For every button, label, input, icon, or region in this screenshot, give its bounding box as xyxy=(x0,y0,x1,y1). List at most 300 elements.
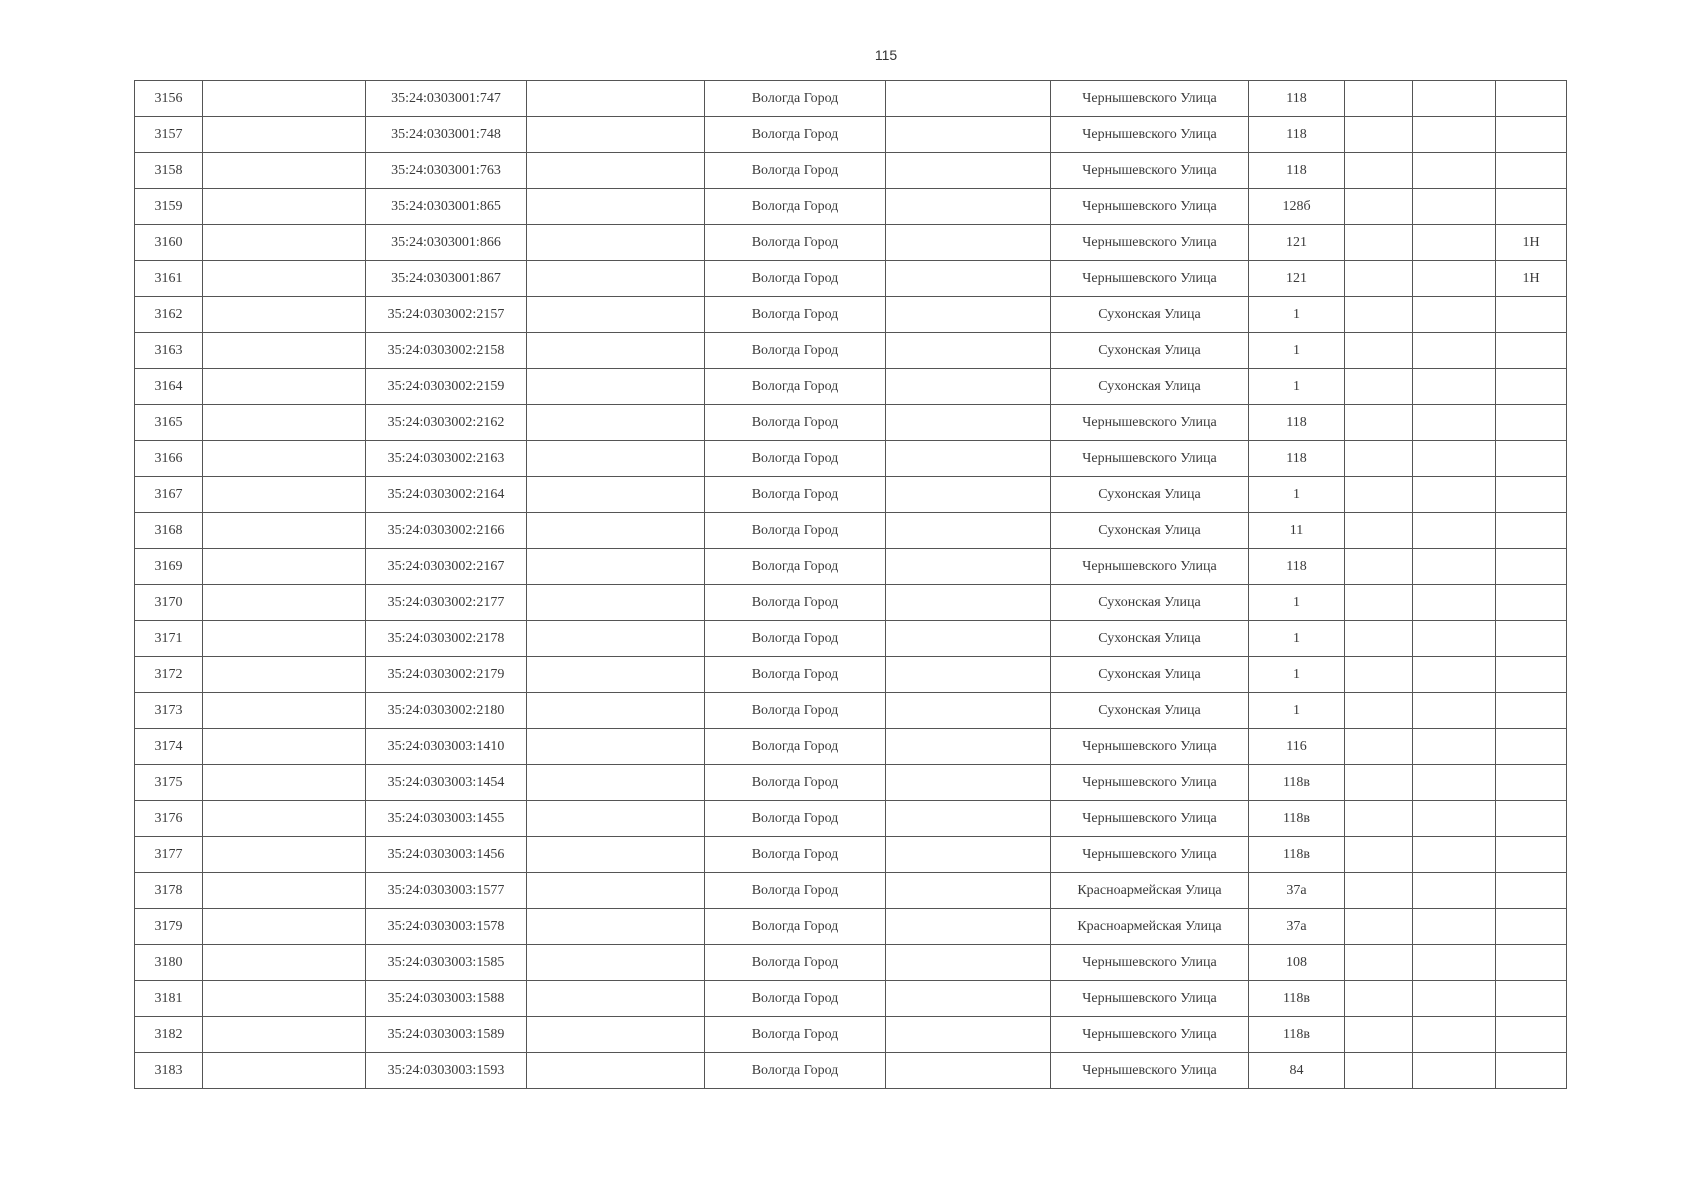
blank-cell xyxy=(527,405,705,441)
street-cell: Сухонская Улица xyxy=(1051,693,1249,729)
blank-cell xyxy=(1413,657,1496,693)
blank-cell xyxy=(1345,405,1413,441)
premises-number-cell xyxy=(1496,729,1567,765)
blank-cell xyxy=(527,837,705,873)
blank-cell xyxy=(203,1053,366,1089)
row-number-cell: 3163 xyxy=(135,333,203,369)
blank-cell xyxy=(203,297,366,333)
blank-cell xyxy=(886,405,1051,441)
blank-cell xyxy=(1413,189,1496,225)
premises-number-cell xyxy=(1496,549,1567,585)
blank-cell xyxy=(527,657,705,693)
blank-cell xyxy=(1345,837,1413,873)
locality-cell: Вологда Город xyxy=(705,513,886,549)
blank-cell xyxy=(1345,657,1413,693)
blank-cell xyxy=(1413,765,1496,801)
blank-cell xyxy=(886,369,1051,405)
blank-cell xyxy=(527,729,705,765)
blank-cell xyxy=(527,369,705,405)
blank-cell xyxy=(203,513,366,549)
table-row xyxy=(135,729,1567,765)
street-cell: Сухонская Улица xyxy=(1051,369,1249,405)
blank-cell xyxy=(527,549,705,585)
table-row xyxy=(135,801,1567,837)
street-cell: Чернышевского Улица xyxy=(1051,801,1249,837)
blank-cell xyxy=(1413,585,1496,621)
blank-cell xyxy=(527,225,705,261)
cadastral-number-cell: 35:24:0303003:1589 xyxy=(366,1017,527,1053)
page-number: 115 xyxy=(874,47,898,63)
blank-cell xyxy=(1345,225,1413,261)
blank-cell xyxy=(886,837,1051,873)
premises-number-cell: 1Н xyxy=(1496,225,1567,261)
blank-cell xyxy=(886,189,1051,225)
locality-cell: Вологда Город xyxy=(705,981,886,1017)
street-cell: Сухонская Улица xyxy=(1051,513,1249,549)
row-number-cell: 3181 xyxy=(135,981,203,1017)
street-cell: Чернышевского Улица xyxy=(1051,405,1249,441)
row-number-cell: 3173 xyxy=(135,693,203,729)
blank-cell xyxy=(203,801,366,837)
blank-cell xyxy=(886,549,1051,585)
blank-cell xyxy=(886,693,1051,729)
blank-cell xyxy=(203,837,366,873)
cadastral-number-cell: 35:24:0303002:2180 xyxy=(366,693,527,729)
table-row xyxy=(135,333,1567,369)
blank-cell xyxy=(527,945,705,981)
table-row xyxy=(135,945,1567,981)
street-cell: Красноармейская Улица xyxy=(1051,873,1249,909)
row-number-cell: 3182 xyxy=(135,1017,203,1053)
blank-cell xyxy=(1345,801,1413,837)
locality-cell: Вологда Город xyxy=(705,81,886,117)
cadastral-number-cell: 35:24:0303002:2162 xyxy=(366,405,527,441)
house-number-cell: 1 xyxy=(1249,477,1345,513)
street-cell: Чернышевского Улица xyxy=(1051,837,1249,873)
locality-cell: Вологда Город xyxy=(705,837,886,873)
blank-cell xyxy=(527,117,705,153)
premises-number-cell xyxy=(1496,189,1567,225)
blank-cell xyxy=(203,153,366,189)
house-number-cell: 118в xyxy=(1249,981,1345,1017)
cadastral-number-cell: 35:24:0303002:2163 xyxy=(366,441,527,477)
locality-cell: Вологда Город xyxy=(705,729,886,765)
blank-cell xyxy=(886,621,1051,657)
blank-cell xyxy=(203,693,366,729)
street-cell: Чернышевского Улица xyxy=(1051,549,1249,585)
blank-cell xyxy=(203,585,366,621)
street-cell: Чернышевского Улица xyxy=(1051,117,1249,153)
blank-cell xyxy=(203,621,366,657)
blank-cell xyxy=(1345,189,1413,225)
blank-cell xyxy=(1345,441,1413,477)
cadastral-number-cell: 35:24:0303002:2157 xyxy=(366,297,527,333)
blank-cell xyxy=(1345,513,1413,549)
cadastral-number-cell: 35:24:0303003:1588 xyxy=(366,981,527,1017)
row-number-cell: 3180 xyxy=(135,945,203,981)
blank-cell xyxy=(1413,621,1496,657)
locality-cell: Вологда Город xyxy=(705,909,886,945)
blank-cell xyxy=(527,153,705,189)
table-row xyxy=(135,909,1567,945)
blank-cell xyxy=(527,297,705,333)
blank-cell xyxy=(886,1053,1051,1089)
row-number-cell: 3171 xyxy=(135,621,203,657)
table-row xyxy=(135,513,1567,549)
blank-cell xyxy=(527,621,705,657)
house-number-cell: 1 xyxy=(1249,297,1345,333)
cadastral-number-cell: 35:24:0303002:2177 xyxy=(366,585,527,621)
table-row xyxy=(135,621,1567,657)
premises-number-cell xyxy=(1496,945,1567,981)
row-number-cell: 3162 xyxy=(135,297,203,333)
premises-number-cell xyxy=(1496,909,1567,945)
blank-cell xyxy=(1345,945,1413,981)
row-number-cell: 3158 xyxy=(135,153,203,189)
blank-cell xyxy=(203,909,366,945)
row-number-cell: 3169 xyxy=(135,549,203,585)
house-number-cell: 118в xyxy=(1249,1017,1345,1053)
premises-number-cell xyxy=(1496,153,1567,189)
premises-number-cell xyxy=(1496,441,1567,477)
blank-cell xyxy=(1413,117,1496,153)
cadastral-number-cell: 35:24:0303002:2164 xyxy=(366,477,527,513)
locality-cell: Вологда Город xyxy=(705,333,886,369)
cadastral-number-cell: 35:24:0303002:2159 xyxy=(366,369,527,405)
premises-number-cell xyxy=(1496,873,1567,909)
locality-cell: Вологда Город xyxy=(705,873,886,909)
street-cell: Чернышевского Улица xyxy=(1051,945,1249,981)
house-number-cell: 11 xyxy=(1249,513,1345,549)
cadastral-number-cell: 35:24:0303003:1410 xyxy=(366,729,527,765)
premises-number-cell xyxy=(1496,981,1567,1017)
row-number-cell: 3179 xyxy=(135,909,203,945)
house-number-cell: 37а xyxy=(1249,909,1345,945)
blank-cell xyxy=(1345,981,1413,1017)
blank-cell xyxy=(203,261,366,297)
blank-cell xyxy=(527,261,705,297)
street-cell: Сухонская Улица xyxy=(1051,477,1249,513)
locality-cell: Вологда Город xyxy=(705,585,886,621)
blank-cell xyxy=(1413,945,1496,981)
locality-cell: Вологда Город xyxy=(705,1053,886,1089)
row-number-cell: 3170 xyxy=(135,585,203,621)
street-cell: Чернышевского Улица xyxy=(1051,441,1249,477)
blank-cell xyxy=(886,117,1051,153)
blank-cell xyxy=(1345,117,1413,153)
blank-cell xyxy=(203,765,366,801)
house-number-cell: 1 xyxy=(1249,657,1345,693)
premises-number-cell xyxy=(1496,117,1567,153)
premises-number-cell xyxy=(1496,333,1567,369)
blank-cell xyxy=(1345,909,1413,945)
house-number-cell: 84 xyxy=(1249,1053,1345,1089)
blank-cell xyxy=(1413,333,1496,369)
locality-cell: Вологда Город xyxy=(705,153,886,189)
premises-number-cell: 1Н xyxy=(1496,261,1567,297)
blank-cell xyxy=(203,441,366,477)
premises-number-cell xyxy=(1496,801,1567,837)
blank-cell xyxy=(1413,1017,1496,1053)
house-number-cell: 121 xyxy=(1249,225,1345,261)
street-cell: Сухонская Улица xyxy=(1051,585,1249,621)
blank-cell xyxy=(1413,369,1496,405)
registry-table-body xyxy=(135,81,1567,1089)
house-number-cell: 1 xyxy=(1249,369,1345,405)
row-number-cell: 3178 xyxy=(135,873,203,909)
blank-cell xyxy=(1345,693,1413,729)
premises-number-cell xyxy=(1496,693,1567,729)
cadastral-number-cell: 35:24:0303002:2158 xyxy=(366,333,527,369)
row-number-cell: 3156 xyxy=(135,81,203,117)
blank-cell xyxy=(203,477,366,513)
cadastral-number-cell: 35:24:0303001:748 xyxy=(366,117,527,153)
premises-number-cell xyxy=(1496,477,1567,513)
blank-cell xyxy=(886,297,1051,333)
blank-cell xyxy=(203,333,366,369)
locality-cell: Вологда Город xyxy=(705,549,886,585)
blank-cell xyxy=(1345,873,1413,909)
blank-cell xyxy=(1413,549,1496,585)
registry-table xyxy=(134,80,1567,1089)
blank-cell xyxy=(886,765,1051,801)
house-number-cell: 118в xyxy=(1249,837,1345,873)
locality-cell: Вологда Город xyxy=(705,1017,886,1053)
table-row xyxy=(135,693,1567,729)
table-row xyxy=(135,441,1567,477)
cadastral-number-cell: 35:24:0303001:865 xyxy=(366,189,527,225)
house-number-cell: 118 xyxy=(1249,405,1345,441)
locality-cell: Вологда Город xyxy=(705,765,886,801)
row-number-cell: 3183 xyxy=(135,1053,203,1089)
blank-cell xyxy=(203,657,366,693)
premises-number-cell xyxy=(1496,657,1567,693)
blank-cell xyxy=(527,477,705,513)
blank-cell xyxy=(1345,81,1413,117)
locality-cell: Вологда Город xyxy=(705,117,886,153)
blank-cell xyxy=(886,945,1051,981)
blank-cell xyxy=(886,477,1051,513)
blank-cell xyxy=(1345,585,1413,621)
cadastral-number-cell: 35:24:0303003:1455 xyxy=(366,801,527,837)
blank-cell xyxy=(527,441,705,477)
blank-cell xyxy=(886,873,1051,909)
table-row xyxy=(135,369,1567,405)
locality-cell: Вологда Город xyxy=(705,189,886,225)
house-number-cell: 118 xyxy=(1249,549,1345,585)
house-number-cell: 121 xyxy=(1249,261,1345,297)
locality-cell: Вологда Город xyxy=(705,369,886,405)
table-row xyxy=(135,765,1567,801)
blank-cell xyxy=(203,81,366,117)
street-cell: Чернышевского Улица xyxy=(1051,225,1249,261)
premises-number-cell xyxy=(1496,513,1567,549)
premises-number-cell xyxy=(1496,765,1567,801)
row-number-cell: 3176 xyxy=(135,801,203,837)
blank-cell xyxy=(1413,873,1496,909)
blank-cell xyxy=(1413,153,1496,189)
house-number-cell: 1 xyxy=(1249,333,1345,369)
street-cell: Чернышевского Улица xyxy=(1051,261,1249,297)
premises-number-cell xyxy=(1496,1017,1567,1053)
blank-cell xyxy=(1345,549,1413,585)
house-number-cell: 1 xyxy=(1249,621,1345,657)
table-row xyxy=(135,117,1567,153)
street-cell: Сухонская Улица xyxy=(1051,297,1249,333)
blank-cell xyxy=(1413,801,1496,837)
blank-cell xyxy=(527,981,705,1017)
blank-cell xyxy=(203,981,366,1017)
blank-cell xyxy=(203,873,366,909)
blank-cell xyxy=(1345,621,1413,657)
cadastral-number-cell: 35:24:0303003:1454 xyxy=(366,765,527,801)
street-cell: Чернышевского Улица xyxy=(1051,765,1249,801)
locality-cell: Вологда Город xyxy=(705,477,886,513)
blank-cell xyxy=(886,333,1051,369)
house-number-cell: 118в xyxy=(1249,765,1345,801)
blank-cell xyxy=(1413,837,1496,873)
street-cell: Чернышевского Улица xyxy=(1051,189,1249,225)
blank-cell xyxy=(1345,765,1413,801)
blank-cell xyxy=(203,405,366,441)
house-number-cell: 118в xyxy=(1249,801,1345,837)
cadastral-number-cell: 35:24:0303001:763 xyxy=(366,153,527,189)
blank-cell xyxy=(886,981,1051,1017)
locality-cell: Вологда Город xyxy=(705,225,886,261)
blank-cell xyxy=(1413,297,1496,333)
premises-number-cell xyxy=(1496,369,1567,405)
locality-cell: Вологда Город xyxy=(705,621,886,657)
street-cell: Чернышевского Улица xyxy=(1051,1053,1249,1089)
blank-cell xyxy=(203,189,366,225)
blank-cell xyxy=(1413,405,1496,441)
row-number-cell: 3168 xyxy=(135,513,203,549)
premises-number-cell xyxy=(1496,621,1567,657)
cadastral-number-cell: 35:24:0303003:1578 xyxy=(366,909,527,945)
blank-cell xyxy=(203,729,366,765)
row-number-cell: 3164 xyxy=(135,369,203,405)
blank-cell xyxy=(886,441,1051,477)
blank-cell xyxy=(1413,693,1496,729)
premises-number-cell xyxy=(1496,585,1567,621)
row-number-cell: 3159 xyxy=(135,189,203,225)
blank-cell xyxy=(1413,225,1496,261)
premises-number-cell xyxy=(1496,405,1567,441)
cadastral-number-cell: 35:24:0303002:2167 xyxy=(366,549,527,585)
cadastral-number-cell: 35:24:0303002:2166 xyxy=(366,513,527,549)
blank-cell xyxy=(1413,513,1496,549)
cadastral-number-cell: 35:24:0303001:866 xyxy=(366,225,527,261)
row-number-cell: 3172 xyxy=(135,657,203,693)
locality-cell: Вологда Город xyxy=(705,945,886,981)
street-cell: Чернышевского Улица xyxy=(1051,81,1249,117)
house-number-cell: 118 xyxy=(1249,441,1345,477)
blank-cell xyxy=(1345,729,1413,765)
table-row xyxy=(135,225,1567,261)
blank-cell xyxy=(203,369,366,405)
street-cell: Сухонская Улица xyxy=(1051,621,1249,657)
cadastral-number-cell: 35:24:0303002:2179 xyxy=(366,657,527,693)
blank-cell xyxy=(886,513,1051,549)
premises-number-cell xyxy=(1496,297,1567,333)
blank-cell xyxy=(527,909,705,945)
house-number-cell: 118 xyxy=(1249,117,1345,153)
blank-cell xyxy=(527,585,705,621)
blank-cell xyxy=(886,225,1051,261)
house-number-cell: 128б xyxy=(1249,189,1345,225)
cadastral-number-cell: 35:24:0303001:867 xyxy=(366,261,527,297)
row-number-cell: 3161 xyxy=(135,261,203,297)
cadastral-number-cell: 35:24:0303003:1585 xyxy=(366,945,527,981)
table-row xyxy=(135,1053,1567,1089)
blank-cell xyxy=(527,189,705,225)
premises-number-cell xyxy=(1496,1053,1567,1089)
street-cell: Чернышевского Улица xyxy=(1051,1017,1249,1053)
blank-cell xyxy=(1413,981,1496,1017)
blank-cell xyxy=(527,333,705,369)
row-number-cell: 3167 xyxy=(135,477,203,513)
blank-cell xyxy=(1345,477,1413,513)
cadastral-number-cell: 35:24:0303003:1577 xyxy=(366,873,527,909)
cadastral-number-cell: 35:24:0303002:2178 xyxy=(366,621,527,657)
table-row xyxy=(135,297,1567,333)
blank-cell xyxy=(203,549,366,585)
blank-cell xyxy=(203,945,366,981)
cadastral-number-cell: 35:24:0303001:747 xyxy=(366,81,527,117)
blank-cell xyxy=(1413,81,1496,117)
street-cell: Сухонская Улица xyxy=(1051,657,1249,693)
locality-cell: Вологда Город xyxy=(705,261,886,297)
house-number-cell: 108 xyxy=(1249,945,1345,981)
row-number-cell: 3177 xyxy=(135,837,203,873)
blank-cell xyxy=(203,117,366,153)
blank-cell xyxy=(1345,1017,1413,1053)
table-row xyxy=(135,477,1567,513)
row-number-cell: 3160 xyxy=(135,225,203,261)
blank-cell xyxy=(1413,729,1496,765)
row-number-cell: 3174 xyxy=(135,729,203,765)
street-cell: Сухонская Улица xyxy=(1051,333,1249,369)
blank-cell xyxy=(203,1017,366,1053)
street-cell: Красноармейская Улица xyxy=(1051,909,1249,945)
locality-cell: Вологда Город xyxy=(705,405,886,441)
blank-cell xyxy=(527,1053,705,1089)
street-cell: Чернышевского Улица xyxy=(1051,153,1249,189)
blank-cell xyxy=(527,693,705,729)
blank-cell xyxy=(886,1017,1051,1053)
blank-cell xyxy=(1413,261,1496,297)
blank-cell xyxy=(886,729,1051,765)
blank-cell xyxy=(527,1017,705,1053)
street-cell: Чернышевского Улица xyxy=(1051,729,1249,765)
blank-cell xyxy=(527,765,705,801)
blank-cell xyxy=(886,909,1051,945)
blank-cell xyxy=(886,657,1051,693)
table-row xyxy=(135,405,1567,441)
street-cell: Чернышевского Улица xyxy=(1051,981,1249,1017)
house-number-cell: 116 xyxy=(1249,729,1345,765)
blank-cell xyxy=(1345,333,1413,369)
blank-cell xyxy=(527,873,705,909)
table-row xyxy=(135,261,1567,297)
blank-cell xyxy=(1413,441,1496,477)
house-number-cell: 118 xyxy=(1249,153,1345,189)
table-row xyxy=(135,81,1567,117)
locality-cell: Вологда Город xyxy=(705,693,886,729)
blank-cell xyxy=(1345,153,1413,189)
row-number-cell: 3157 xyxy=(135,117,203,153)
blank-cell xyxy=(1345,261,1413,297)
